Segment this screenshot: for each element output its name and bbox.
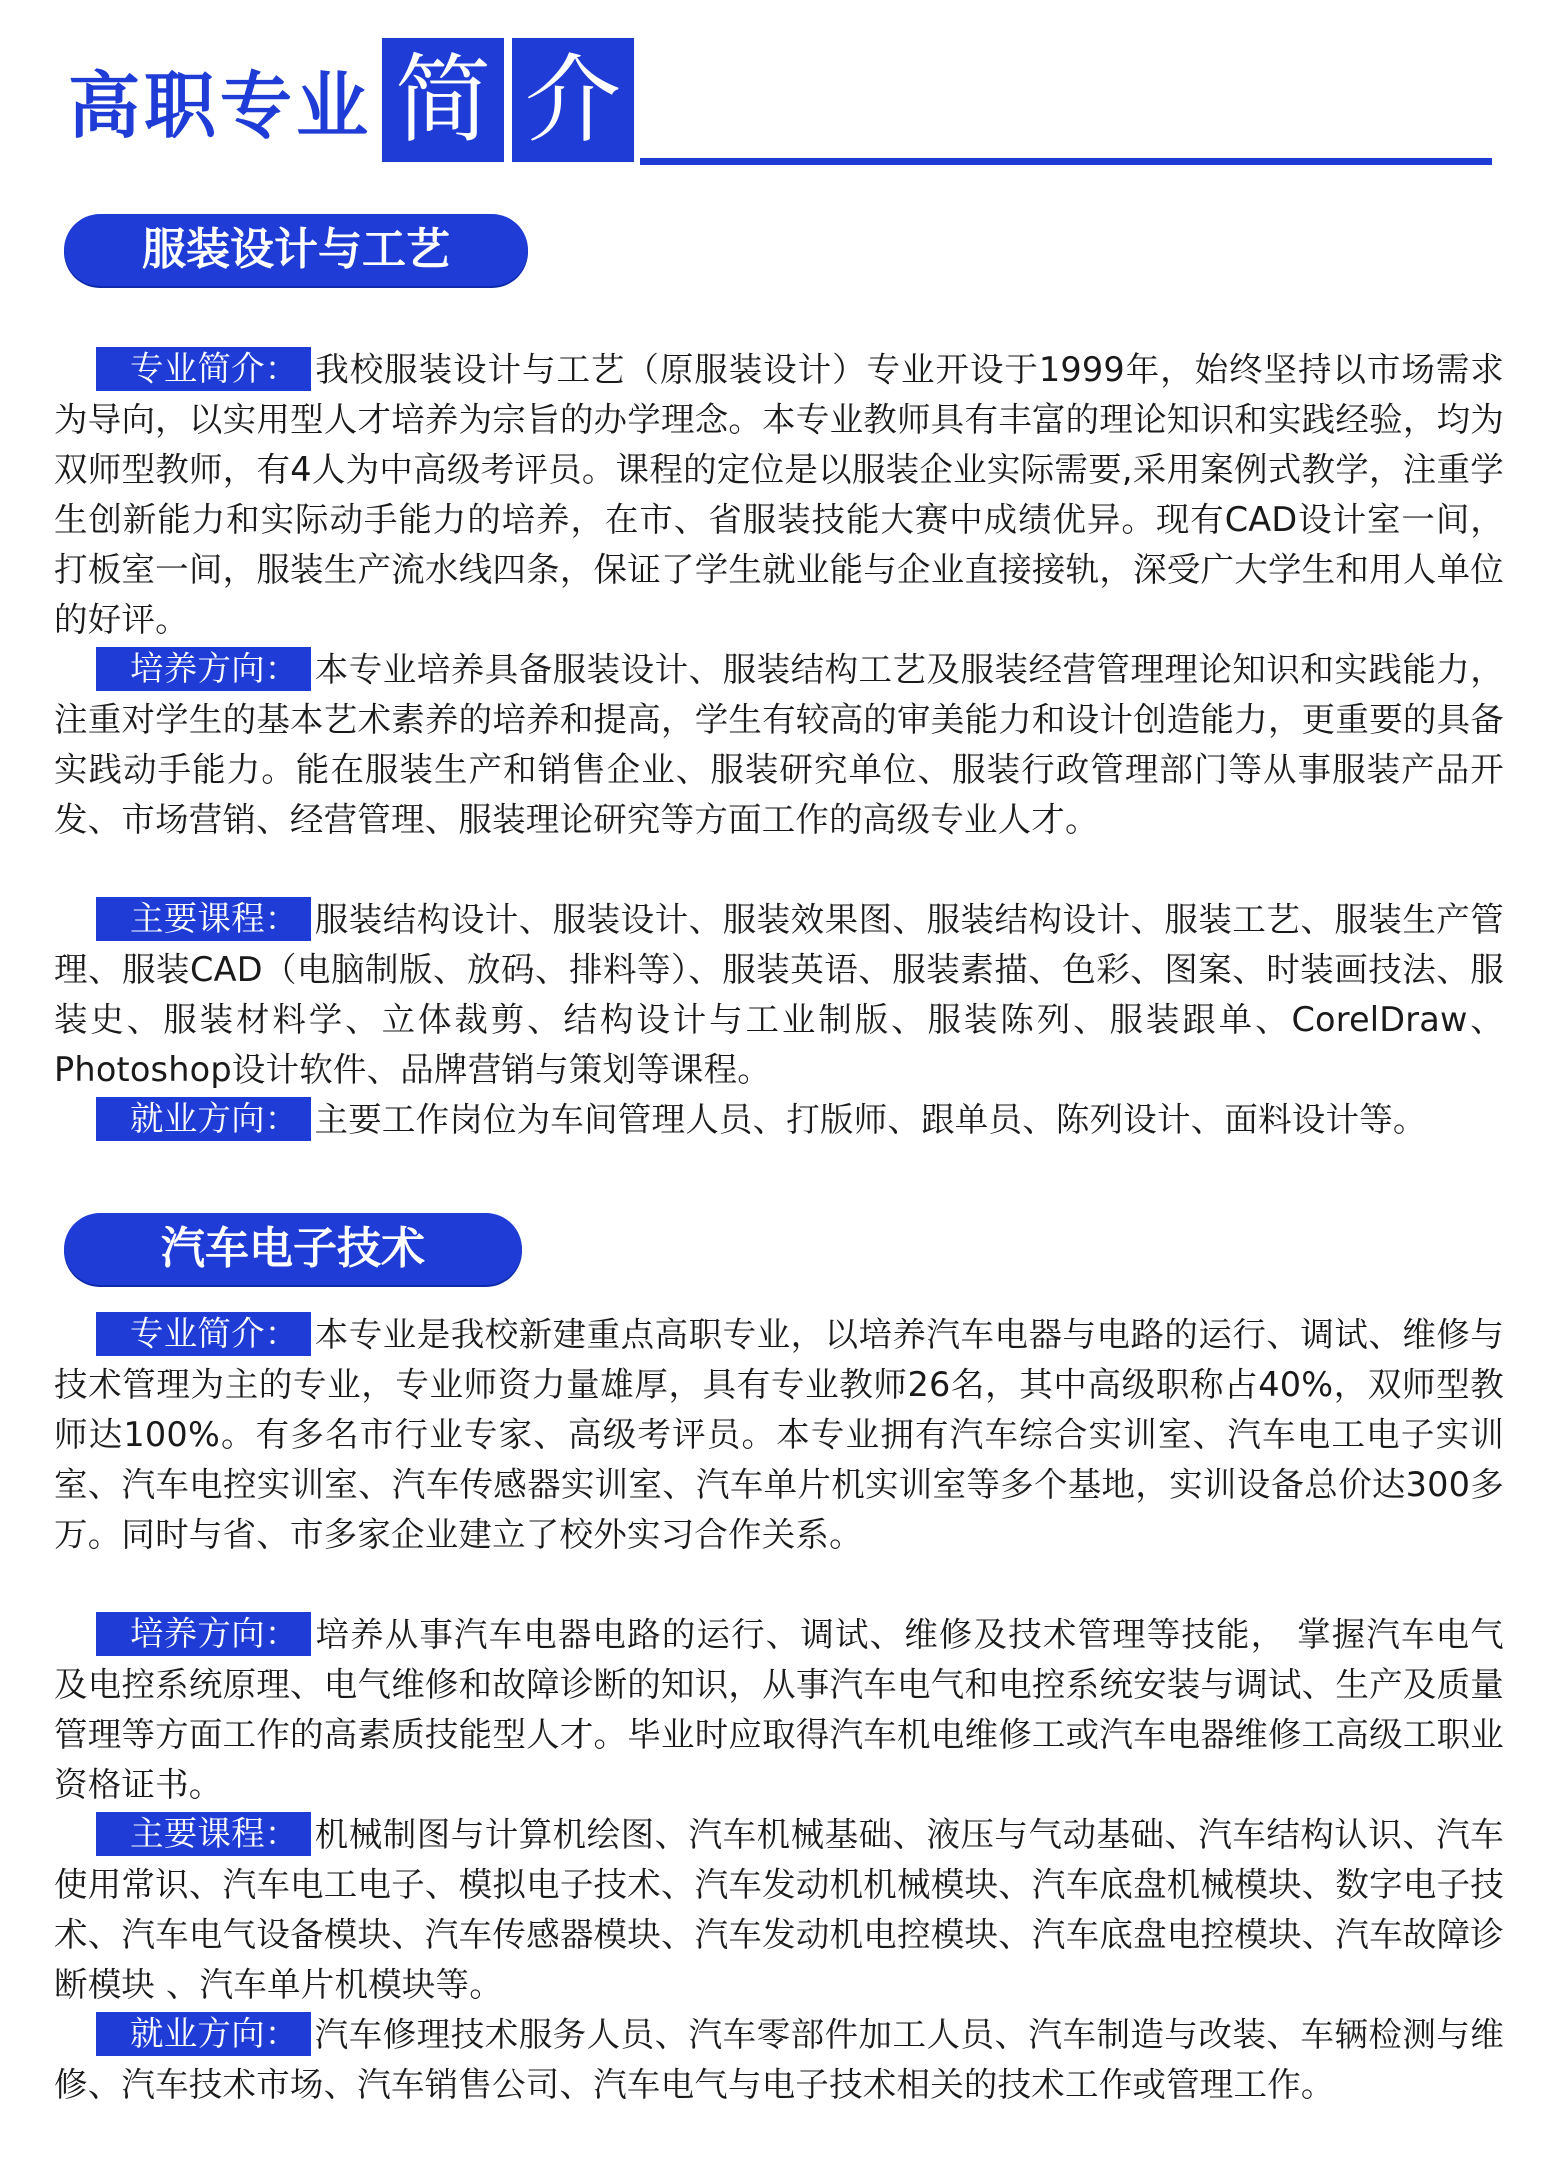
- label-intro: 专业简介：: [96, 1312, 311, 1356]
- paragraph-text: 培养从事汽车电器电路的运行、调试、维修及技术管理等技能， 掌握汽车电气及电控系统原理、电气维修和故障诊断的知识，从事汽车电气和电控系统安装与调试、生产及质量管理等方面工作的高素质技能型人才。毕业时应取得汽车机电维修工或汽车电器维修工高级工职业资格证书。: [54, 1615, 1504, 1804]
- auto-courses-paragraph: [54, 1810, 1504, 2010]
- paragraph-text: 本专业是我校新建重点高职专业，以培养汽车电器与电路的运行、调试、维修与技术管理为主的专业，专业师资力量雄厚，具有专业教师26名，其中高级职称占40%，双师型教师达100%。有多名市行业专家、高级考评员。本专业拥有汽车综合实训室、汽车电工电子实训室、汽车电控实训室、汽车传感器实训室、汽车单片机实训室等多个基地，实训设备总价达300多万。同时与省、市多家企业建立了校外实习合作关系。: [54, 1315, 1504, 1554]
- fashion-employment-paragraph: [54, 1095, 1504, 1145]
- label-employment: 就业方向：: [96, 1097, 311, 1141]
- paragraph-text: 汽车修理技术服务人员、汽车零部件加工人员、汽车制造与改装、车辆检测与维修、汽车技术市场、汽车销售公司、汽车电气与电子技术相关的技术工作或管理工作。: [54, 2015, 1504, 2104]
- fashion-intro-paragraph: [54, 345, 1504, 645]
- paragraph-text: 机械制图与计算机绘图、汽车机械基础、液压与气动基础、汽车结构认识、汽车使用常识、汽车电工电子、模拟电子技术、汽车发动机机械模块、汽车底盘机械模块、数字电子技术、汽车电气设备模块、汽车传感器模块、汽车发动机电控模块、汽车底盘电控模块、汽车故障诊断模块 、汽车单片机模块等。: [54, 1815, 1504, 2004]
- fashion-courses-paragraph: [54, 895, 1504, 1095]
- section-title-auto-electronics: 汽车电子技术: [64, 1213, 522, 1285]
- label-courses: 主要课程：: [96, 1812, 311, 1856]
- page-title-lead: 高职专业: [68, 63, 373, 148]
- page-header: [0, 0, 1558, 180]
- label-courses: 主要课程：: [96, 897, 311, 941]
- title-box-jie: 介: [512, 38, 634, 162]
- paragraph-text: 本专业培养具备服装设计、服装结构工艺及服装经营管理理论知识和实践能力，注重对学生的基本艺术素养的培养和提高，学生有较高的审美能力和设计创造能力，更重要的具备实践动手能力。能在服装生产和销售企业、服装研究单位、服装行政管理部门等从事服装产品开发、市场营销、经营管理、服装理论研究等方面工作的高级专业人才。: [54, 650, 1504, 839]
- paragraph-text: 我校服装设计与工艺（原服装设计）专业开设于1999年，始终坚持以市场需求为导向，以实用型人才培养为宗旨的办学理念。本专业教师具有丰富的理论知识和实践经验，均为双师型教师，有4人为中高级考评员。课程的定位是以服装企业实际需要,采用案例式教学，注重学生创新能力和实际动手能力的培养，在市、省服装技能大赛中成绩优异。现有CAD设计室一间，打板室一间，服装生产流水线四条，保证了学生就业能与企业直接接轨，深受广大学生和用人单位的好评。: [54, 350, 1504, 639]
- label-direction: 培养方向：: [96, 647, 311, 691]
- fashion-direction-paragraph: [54, 645, 1504, 845]
- auto-employment-paragraph: [54, 2010, 1504, 2110]
- paragraph-text: 主要工作岗位为车间管理人员、打版师、跟单员、陈列设计、面料设计等。: [314, 1100, 1427, 1139]
- auto-direction-paragraph: [54, 1610, 1504, 1810]
- section-title-fashion: 服装设计与工艺: [64, 214, 528, 286]
- label-employment: 就业方向：: [96, 2012, 311, 2056]
- paragraph-text: 服装结构设计、服装设计、服装效果图、服装结构设计、服装工艺、服装生产管理、服装CAD（电脑制版、放码、排料等）、服装英语、服装素描、色彩、图案、时装画技法、服装史、服装材料学、立体裁剪、结构设计与工业制版、服装陈列、服装跟单、CorelDraw、Photoshop设计软件、品牌营销与策划等课程。: [54, 900, 1504, 1089]
- title-underline: [640, 158, 1492, 165]
- title-box-jian: 简: [382, 38, 504, 162]
- label-intro: 专业简介：: [96, 347, 311, 391]
- label-direction: 培养方向：: [96, 1612, 311, 1656]
- auto-intro-paragraph: [54, 1310, 1504, 1560]
